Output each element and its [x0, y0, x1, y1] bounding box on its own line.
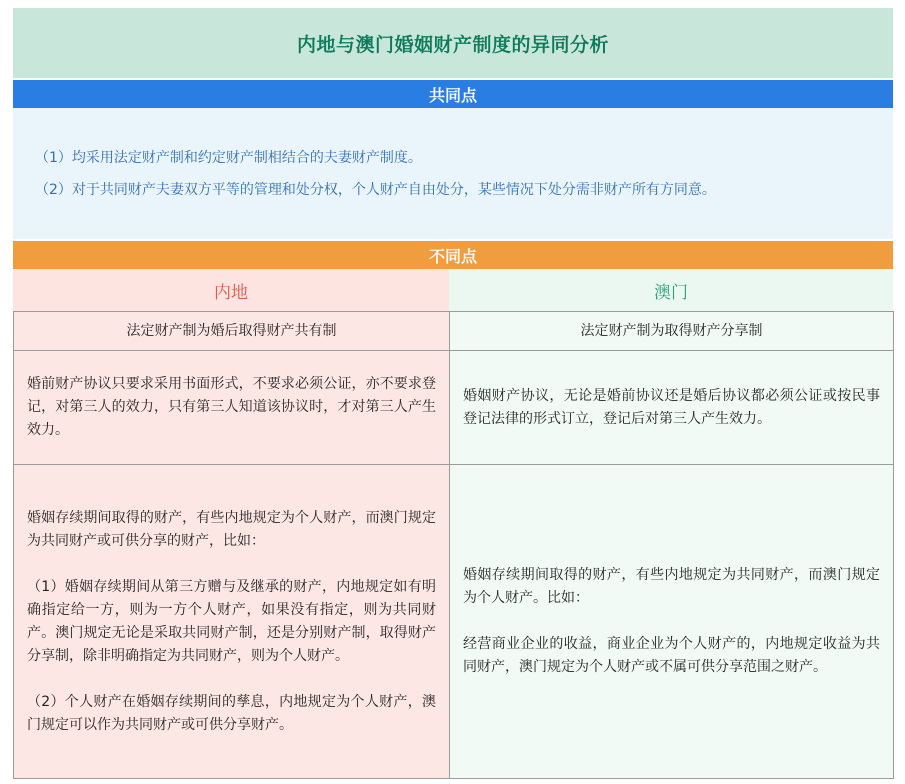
difference-heading: 不同点 — [13, 241, 893, 269]
mainland-text: （2）个人财产在婚姻存续期间的孳息，内地规定为个人财产，澳门规定可以作为共同财产或可供分享财产。 — [27, 693, 436, 733]
table-row — [14, 465, 894, 779]
common-point-1: （1）均采用法定财产制和约定财产制相结合的夫妻财产制度。 — [35, 150, 422, 166]
mainland-cell — [14, 351, 450, 465]
macau-text: 法定财产制为取得财产分享制 — [580, 322, 763, 339]
title-banner — [13, 8, 893, 78]
page-title: 内地与澳门婚姻财产制度的异同分析 — [296, 33, 609, 56]
mainland-text: 法定财产制为婚后取得财产共有制 — [126, 322, 337, 339]
macau-text: 经营商业企业的收益，商业企业为个人财产的，内地规定收益为共同财产，澳门规定为个人财产或不属可供分享范围之财产。 — [463, 636, 880, 675]
mainland-cell — [14, 465, 450, 779]
region-header-macau: 澳门 — [449, 269, 893, 311]
macau-cell — [450, 351, 894, 465]
macau-cell — [450, 465, 894, 779]
macau-text: 婚姻存续期间取得的财产，有些内地规定为共同财产，而澳门规定为个人财产。比如： — [463, 567, 880, 606]
common-point-2: （2）对于共同财产夫妻双方平等的管理和处分权，个人财产自由处分，某些情况下处分需非财产所有方同意。 — [35, 182, 716, 198]
mainland-text: （1）婚姻存续期间从第三方赠与及继承的财产，内地规定如有明确指定给一方，则为一方个人财产，如果没有指定，则为共同财产。澳门规定无论是采取共同财产制，还是分别财产制，取得财产分享制，除非明确指定为共同财产，则为个人财产。 — [27, 578, 436, 664]
common-heading: 共同点 — [13, 80, 893, 108]
common-points-box — [13, 108, 893, 239]
macau-cell — [450, 312, 894, 351]
table-row — [14, 351, 894, 465]
mainland-text: 婚姻存续期间取得的财产，有些内地规定为个人财产，而澳门规定为共同财产或可供分享的财产，比如： — [27, 509, 436, 549]
difference-table — [13, 311, 894, 779]
table-row — [14, 312, 894, 351]
region-header-mainland: 内地 — [13, 269, 449, 311]
mainland-cell — [14, 312, 450, 351]
macau-text: 婚姻财产协议，无论是婚前协议还是婚后协议都必须公证或按民事登记法律的形式订立，登记后对第三人产生效力。 — [463, 387, 880, 427]
mainland-text: 婚前财产协议只要求采用书面形式，不要求必须公证，亦不要求登记，对第三人的效力，只有第三人知道该协议时，才对第三人产生效力。 — [27, 376, 436, 438]
